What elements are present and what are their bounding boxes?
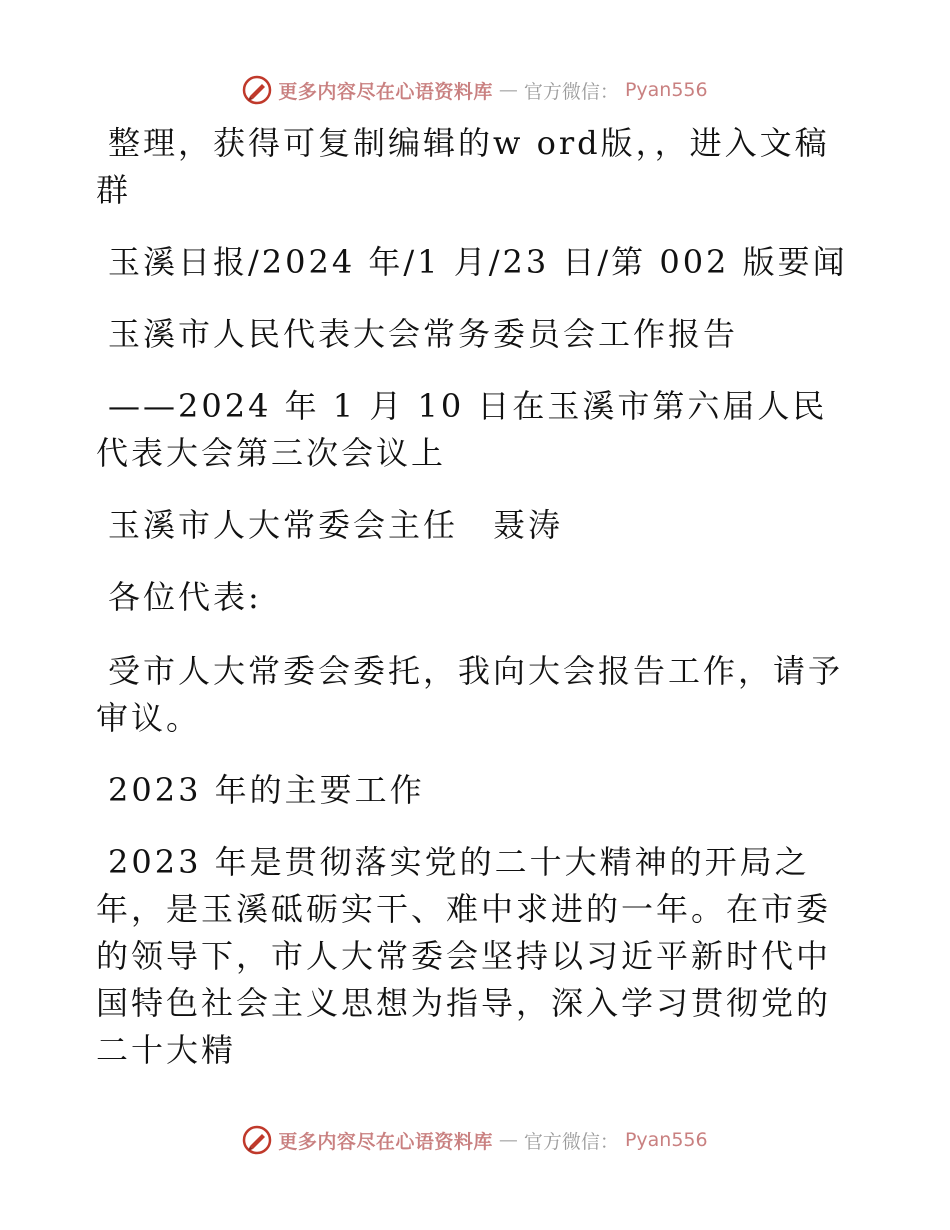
pen-logo-icon — [242, 1125, 272, 1155]
watermark-contact-label: 官方微信： — [523, 1130, 619, 1153]
paragraph-2023-summary: 2023 年是贯彻落实党的二十大精神的开局之年，是玉溪砥砺实干、难中求进的一年。在市委的领导下，市人大常委会坚持以习近平新时代中国特色社会主义思想为指导，深入学习贯彻党的二十大精 — [96, 843, 832, 1069]
paragraph-source-line: 玉溪日报/2024 年/1 月/23 日/第 002 版要闻 — [108, 243, 848, 281]
paragraph-opening: 受市人大常委会委托，我向大会报告工作，请予审议。 — [96, 652, 844, 737]
paragraph-intro-note: 整理，获得可复制编辑的w ord版，，进入文稿群 — [96, 124, 830, 209]
watermark-main-text: 更多内容尽在心语资料库 — [278, 1130, 493, 1153]
watermark-contact-label: 官方微信： — [523, 80, 619, 103]
pen-logo-icon — [242, 75, 272, 105]
document-body — [96, 120, 856, 1074]
footer-watermark — [0, 1120, 950, 1160]
watermark-main-text: 更多内容尽在心语资料库 — [278, 80, 493, 103]
watermark-wechat-id: Pyan556 — [624, 1129, 708, 1151]
watermark-wechat-id: Pyan556 — [624, 79, 708, 101]
salutation: 各位代表: — [108, 578, 262, 616]
watermark-dash: — — [498, 1129, 518, 1151]
report-title: 玉溪市人民代表大会常务委员会工作报告 — [108, 315, 739, 353]
report-author: 玉溪市人大常委会主任 聂涛 — [108, 506, 564, 544]
report-subtitle: ——2024 年 1 月 10 日在玉溪市第六届人民代表大会第三次会议上 — [96, 387, 828, 472]
header-watermark — [0, 70, 950, 110]
watermark-dash: — — [498, 79, 518, 101]
section-heading-2023: 2023 年的主要工作 — [108, 771, 425, 809]
